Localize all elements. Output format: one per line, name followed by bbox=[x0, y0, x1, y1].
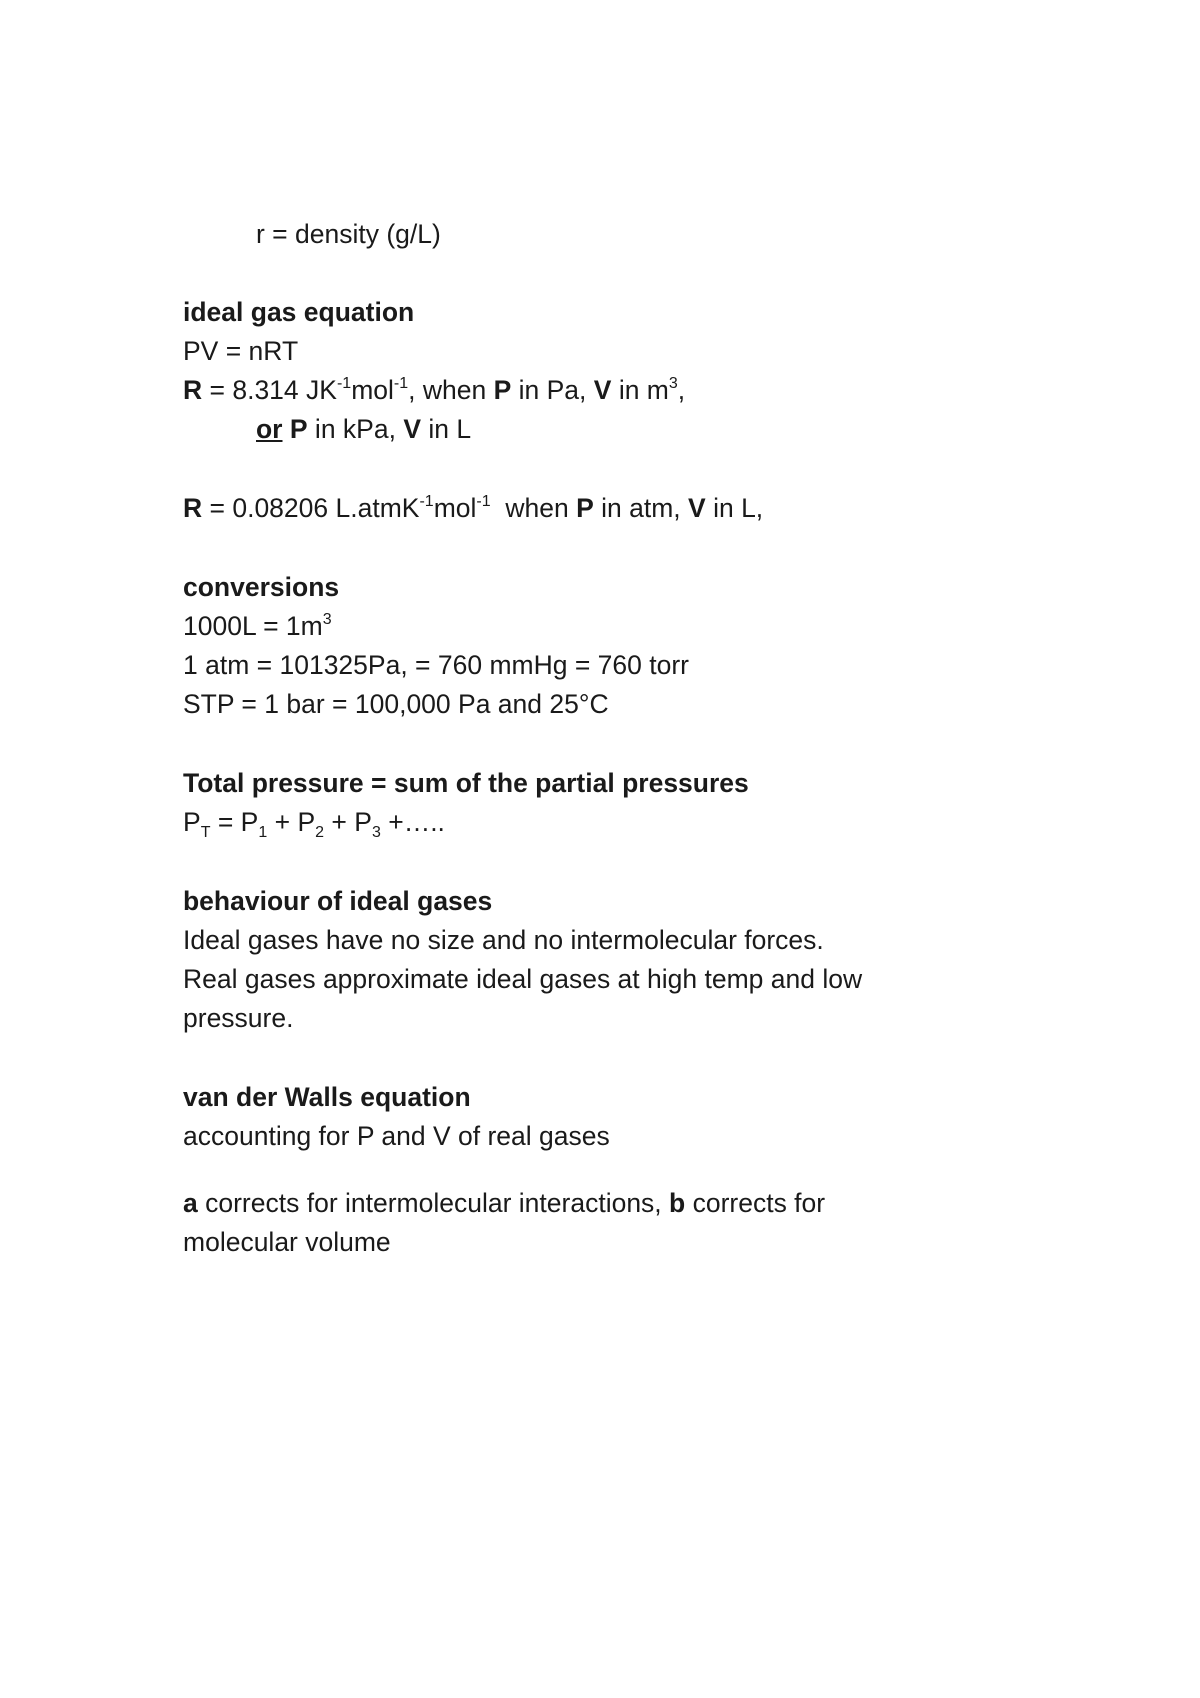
gas-constant-atm: R = 0.08206 L.atmK$^{-1}$mol$^{-1}$ when P in atm, V in L, bbox=[183, 493, 764, 523]
stp-definition: STP = 1 bar = 100,000 Pa and 25°C bbox=[183, 689, 609, 719]
gas-constant-si-alternative: or P in kPa, V in L bbox=[256, 414, 472, 444]
heading-conversions: conversions bbox=[183, 572, 340, 602]
heading-total-pressure: Total pressure = sum of the partial pressures bbox=[183, 768, 749, 798]
van-der-walls-description: accounting for P and V of real gases bbox=[183, 1121, 610, 1151]
density-definition: r = density (g/L) bbox=[256, 219, 441, 249]
behaviour-line-2: Real gases approximate ideal gases at high temp and low bbox=[183, 964, 863, 994]
behaviour-line-1: Ideal gases have no size and no intermolecular forces. bbox=[183, 925, 824, 955]
van-der-walls-corrections-line-2: molecular volume bbox=[183, 1227, 391, 1257]
pressure-conversion: 1 atm = 101325Pa, = 760 mmHg = 760 torr bbox=[183, 650, 690, 680]
heading-ideal-gas-equation: ideal gas equation bbox=[183, 297, 415, 327]
heading-van-der-walls: van der Walls equation bbox=[183, 1082, 471, 1112]
volume-conversion: $1000L = 1m^3$ bbox=[183, 611, 332, 641]
partial-pressure-equation: $P_T = P_1 + P_2 + P_3$ +….. bbox=[183, 807, 445, 841]
behaviour-line-3: pressure. bbox=[183, 1003, 294, 1033]
van-der-walls-corrections: a corrects for intermolecular interactions, b corrects for bbox=[183, 1188, 826, 1218]
ideal-gas-equation: PV = nRT bbox=[183, 336, 299, 366]
gas-constant-si: R = 8.314 $JK^{-1}mol^{-1}$, when P in Pa, V in $m^3$, bbox=[183, 375, 686, 405]
heading-behaviour-ideal-gases: behaviour of ideal gases bbox=[183, 886, 493, 916]
